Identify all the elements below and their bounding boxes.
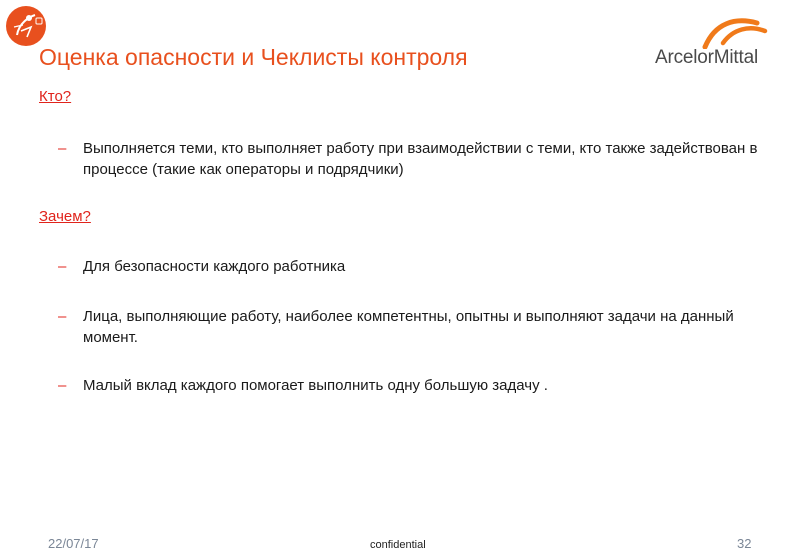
why-heading: Зачем? <box>39 208 91 225</box>
footer-date: 22/07/17 <box>48 536 99 551</box>
page-number: 32 <box>737 536 752 551</box>
why-item-text: Малый вклад каждого помогает выполнить одну большую задачу . <box>83 377 548 394</box>
company-emblem-logo <box>5 5 47 47</box>
footer-confidential-label: confidential <box>370 539 426 551</box>
why-list-item <box>58 375 778 396</box>
why-item-text: Для безопасности каждого работника <box>83 258 346 275</box>
who-heading: Кто? <box>39 88 72 105</box>
bullet-dash-icon: – <box>58 258 67 275</box>
why-list-item <box>58 306 778 348</box>
bullet-dash-icon: – <box>58 140 67 157</box>
brand-name-text: ArcelorMittal <box>655 47 758 68</box>
slide-title: Оценка опасности и Чеклисты контроля <box>39 44 468 70</box>
bullet-dash-icon: – <box>58 377 67 394</box>
arcelormittal-logo <box>653 13 769 69</box>
bullet-dash-icon: – <box>58 308 67 325</box>
why-list-item <box>58 256 778 277</box>
who-list-item <box>58 138 778 180</box>
who-item-text: Выполняется теми, кто выполняет работу при взаимодействии с теми, кто также задействован в процессе (такие как операторы и подрядчики) <box>83 140 758 178</box>
why-item-text: Лица, выполняющие работу, наиболее компетентны, опытны и выполняют задачи на данный момент. <box>83 308 734 346</box>
